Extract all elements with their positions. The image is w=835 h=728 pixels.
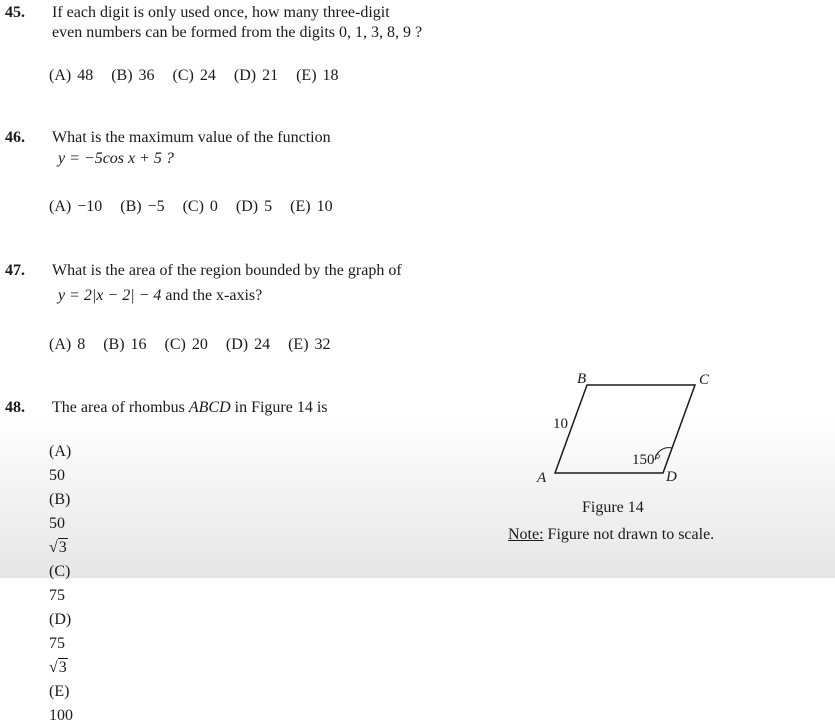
choice-a[interactable]: (A) −10 — [49, 198, 103, 215]
question-text-line-2: even numbers can be formed from the digits 0, 1, 3, 8, 9 ? — [52, 24, 423, 41]
question-text-line-1: If each digit is only used once, how many three-digit — [52, 4, 390, 21]
question-text-post: in Figure 14 is — [234, 399, 328, 416]
question-number: 46. — [5, 129, 25, 146]
side-length-label: 10 — [553, 416, 568, 432]
radicand: 3 — [58, 659, 67, 676]
choice-e[interactable]: (E) 32 — [288, 336, 331, 353]
choice-c[interactable]: (C) 24 — [172, 67, 216, 84]
question-text-line-1: What is the maximum value of the function — [52, 129, 331, 146]
choice-d[interactable]: (D) 21 — [233, 67, 279, 84]
vertex-a-label: A — [537, 470, 547, 486]
question-text-pre: The area of rhombus — [52, 399, 185, 416]
vertex-d-label: D — [666, 469, 677, 485]
sqrt-symbol: √3 — [49, 659, 67, 676]
question-text-tail: and the x-axis? — [165, 287, 263, 304]
choice-c[interactable]: (C) 20 — [164, 336, 208, 353]
note-label: Note: — [508, 526, 544, 543]
choice-e[interactable]: (E) 100 — [49, 683, 73, 724]
figure-caption: Figure 14 — [582, 499, 644, 516]
vertex-b-label: B — [577, 371, 587, 387]
question-number: 47. — [5, 262, 25, 279]
rhombus-shape — [555, 385, 695, 473]
note-text: Figure not drawn to scale. — [547, 526, 715, 543]
radicand: 3 — [58, 539, 67, 556]
figure-note — [508, 526, 714, 544]
question-number: 45. — [5, 4, 25, 21]
choice-d-label: (D) 75 — [49, 611, 72, 652]
choice-c[interactable]: (C) 75 — [49, 563, 71, 604]
choice-b[interactable]: (B) 36 — [111, 67, 155, 84]
question-text-line-1: What is the area of the region bounded by the graph of — [52, 262, 402, 279]
angle-label: 150° — [632, 452, 661, 468]
sqrt-symbol: √3 — [49, 539, 67, 556]
choice-d[interactable]: (D) 24 — [225, 336, 271, 353]
choice-a[interactable]: (A) 50 — [49, 443, 72, 484]
choice-c[interactable]: (C) 0 — [182, 198, 218, 215]
question-number: 48. — [5, 399, 25, 416]
choice-d[interactable] — [49, 608, 73, 680]
choice-b[interactable]: (B) 16 — [103, 336, 147, 353]
choice-b[interactable]: (B) −5 — [120, 198, 165, 215]
question-equation: y = 2|x − 2| − 4 — [58, 287, 162, 304]
rhombus-name: ABCD — [188, 399, 231, 416]
choice-b-label: (B) 50 — [49, 491, 71, 532]
choice-d[interactable]: (D) 5 — [235, 198, 273, 215]
choice-a[interactable]: (A) 48 — [49, 67, 94, 84]
choice-e[interactable]: (E) 18 — [296, 67, 339, 84]
choice-a[interactable]: (A) 8 — [49, 336, 86, 353]
question-equation: y = −5cos x + 5 ? — [58, 150, 174, 167]
vertex-c-label: C — [699, 372, 710, 388]
choice-e[interactable]: (E) 10 — [290, 198, 333, 215]
